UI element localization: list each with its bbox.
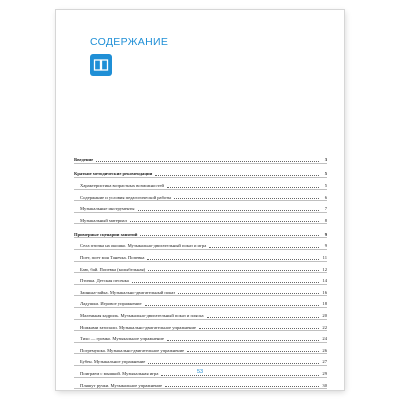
toc-entry-page: 11 (322, 254, 327, 260)
toc-entry (74, 262, 327, 273)
dot-leader (147, 259, 319, 260)
dot-leader (167, 187, 319, 188)
dot-leader (187, 351, 319, 352)
toc-entry (74, 201, 327, 212)
toc-entry (74, 190, 327, 201)
toc-entry (74, 343, 327, 354)
page-title: СОДЕРЖАНИЕ (90, 36, 169, 48)
toc-entry-page: 8 (324, 217, 327, 223)
toc-entry (74, 378, 327, 389)
toc-entry-label: Содержание и условия педагогической работы (80, 194, 172, 200)
toc-entry-label: Баю, бай. Попевка (колыбельная) (80, 266, 146, 272)
toc-entry-page: 9 (324, 243, 327, 249)
dot-leader (96, 161, 319, 162)
toc-entry (74, 331, 327, 342)
dot-leader (138, 210, 319, 211)
toc-entry-label: Характеристика возрастных возможностей (80, 183, 165, 188)
toc-entry-page: 9 (324, 231, 327, 237)
toc-section-entry (74, 224, 327, 237)
toc-entry (74, 296, 327, 307)
dot-leader (130, 221, 319, 222)
toc-entry-label: Села птичка на окошко. Музыкально-двигательный показ и игра (80, 243, 207, 249)
toc-entry-label: Музыкальный материал (80, 217, 127, 223)
toc-entry-label: Ножками затопали. Музыкально-двигательное упражнение (80, 324, 196, 330)
toc-entry-page: 6 (324, 194, 327, 200)
toc-entry-page: 16 (322, 289, 327, 295)
document-page (56, 10, 344, 390)
toc-entry-page: 12 (322, 266, 327, 272)
toc-entry-page: 29 (322, 370, 327, 376)
toc-section-entry (74, 150, 327, 163)
toc-entry (74, 354, 327, 365)
dot-leader (167, 340, 319, 341)
table-of-contents (74, 150, 327, 389)
dot-leader (148, 270, 319, 271)
toc-entry-page: 24 (322, 336, 327, 342)
dot-leader (207, 317, 319, 318)
toc-entry (74, 178, 327, 189)
toc-entry-page: 3 (324, 157, 327, 163)
dot-leader (145, 305, 319, 306)
toc-entry-page: 5 (324, 183, 327, 188)
toc-entry (74, 273, 327, 284)
dot-leader (165, 386, 319, 387)
toc-entry-page: 22 (322, 324, 327, 330)
toc-entry-label: Маленькая кадриль. Музыкально-двигательный показ и пляска (80, 312, 204, 318)
toc-entry-label: Тихо — громко. Музыкальное упражнение (80, 336, 164, 342)
row-divider (74, 388, 327, 389)
toc-entry (74, 320, 327, 331)
toc-entry (74, 308, 327, 319)
book-icon (90, 54, 112, 76)
dot-leader (199, 328, 319, 329)
toc-section-entry (74, 164, 327, 177)
toc-entry (74, 213, 327, 224)
toc-entry-label: Примерные сценарии занятий (74, 231, 138, 237)
dot-leader (174, 198, 319, 199)
dot-leader (132, 282, 319, 283)
toc-entry-label: Заинька-зайка. Музыкально-двигательный показ (80, 289, 176, 295)
toc-entry-page: 30 (322, 382, 327, 388)
toc-entry-page: 27 (322, 359, 327, 365)
toc-entry-label: Музыкальные инструменты (80, 206, 135, 212)
toc-entry-label: Пляшут ручки. Музыкальное упражнение (80, 382, 163, 388)
toc-entry-label: Ладушки. Игровое упражнение (80, 301, 142, 307)
dot-leader (178, 293, 319, 294)
toc-entry (74, 250, 327, 261)
toc-entry-page: 5 (324, 171, 327, 177)
page-number: 53 (196, 369, 204, 375)
toc-entry-label: Птичка. Детская песенка (80, 278, 129, 284)
toc-entry-label: Введение (74, 157, 94, 163)
toc-entry-page: 7 (324, 206, 327, 212)
dot-leader (140, 235, 319, 236)
dot-leader (209, 247, 319, 248)
toc-entry-label: Краткие методические рекомендации (74, 171, 153, 177)
dot-leader (148, 363, 319, 364)
toc-entry-label: Поиграем с мышкой. Музыкальная игра (80, 370, 159, 376)
toc-entry (74, 285, 327, 296)
toc-entry-label: Погремушка. Музыкально-двигательное упражнение (80, 347, 185, 353)
toc-entry-page: 20 (322, 312, 327, 318)
toc-entry-label: Поет, поет моя Танечка. Попевка (80, 254, 145, 260)
toc-entry-page: 18 (322, 301, 327, 307)
toc-entry-page: 14 (322, 278, 327, 284)
dot-leader (155, 175, 319, 176)
toc-entry (74, 238, 327, 249)
toc-entry-label: Бубен. Музыкальное упражнение (80, 359, 146, 365)
toc-entry-page: 26 (322, 347, 327, 353)
